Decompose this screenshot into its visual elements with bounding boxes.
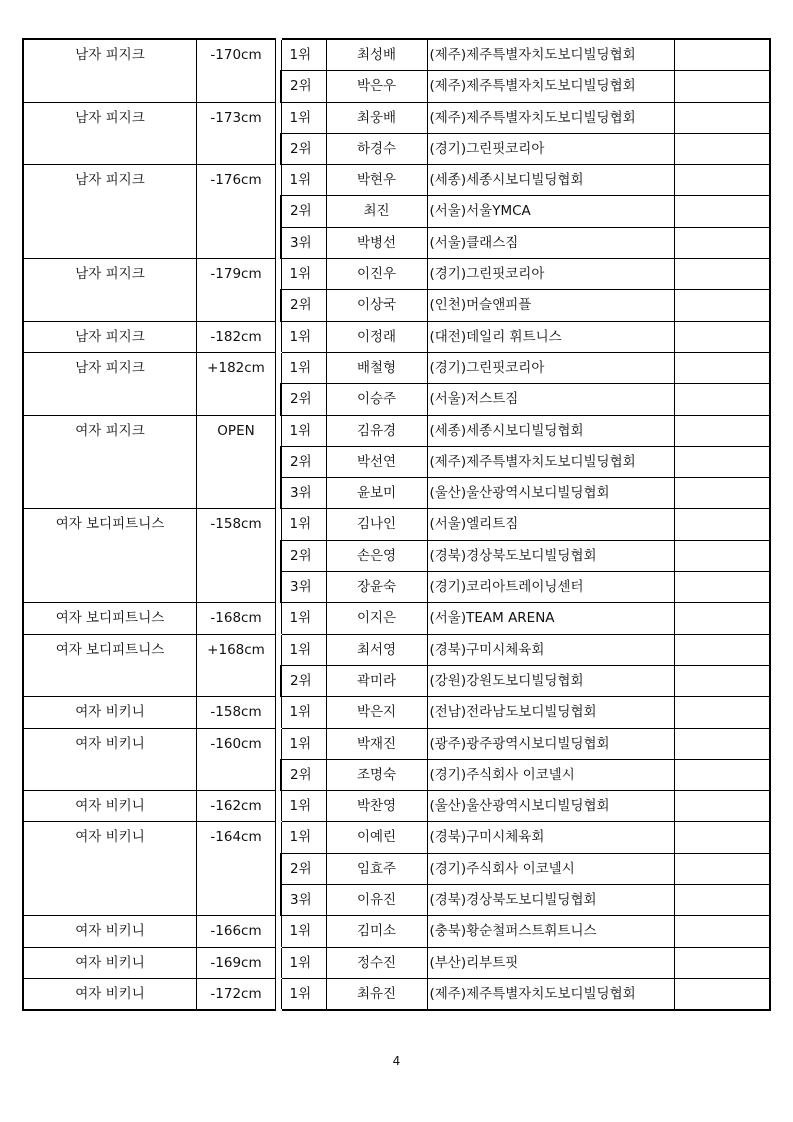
table-row xyxy=(23,947,770,978)
table-row xyxy=(23,352,770,383)
note-cell xyxy=(674,791,770,822)
note-cell xyxy=(674,39,770,71)
table-row xyxy=(23,39,770,71)
team-cell: (경기)주식회사 이코넬시 xyxy=(427,759,674,790)
name-cell: 하경수 xyxy=(326,133,427,164)
name-cell: 곽미라 xyxy=(326,665,427,696)
table-row xyxy=(23,728,770,759)
name-cell: 박선연 xyxy=(326,446,427,477)
rank-cell: 2위 xyxy=(281,446,326,477)
category-cell: 남자 피지크 xyxy=(23,321,197,352)
table-row xyxy=(23,321,770,352)
team-cell: (경북)경상북도보디빌딩협회 xyxy=(427,885,674,916)
name-cell: 장윤숙 xyxy=(326,572,427,603)
rank-cell: 1위 xyxy=(281,634,326,665)
team-cell: (경기)그린핏코리아 xyxy=(427,259,674,290)
note-cell xyxy=(674,822,770,853)
note-cell xyxy=(674,947,770,978)
rank-cell: 3위 xyxy=(281,227,326,258)
name-cell: 이정래 xyxy=(326,321,427,352)
rank-cell: 2위 xyxy=(281,540,326,571)
name-cell: 박병선 xyxy=(326,227,427,258)
table-row xyxy=(23,634,770,665)
name-cell: 최성배 xyxy=(326,39,427,71)
team-cell: (서울)클래스짐 xyxy=(427,227,674,258)
rank-cell: 1위 xyxy=(281,947,326,978)
rank-cell: 1위 xyxy=(281,697,326,728)
weight-class-cell: -172cm xyxy=(197,978,276,1010)
note-cell xyxy=(674,290,770,321)
rank-cell: 1위 xyxy=(281,509,326,540)
name-cell: 최유진 xyxy=(326,978,427,1010)
name-cell: 박은지 xyxy=(326,697,427,728)
rank-cell: 1위 xyxy=(281,165,326,196)
category-cell: 여자 보디피트니스 xyxy=(23,509,197,603)
name-cell: 최진 xyxy=(326,196,427,227)
rank-cell: 3위 xyxy=(281,572,326,603)
weight-class-cell: -164cm xyxy=(197,822,276,916)
category-cell: 여자 비키니 xyxy=(23,916,197,947)
name-cell: 김유경 xyxy=(326,415,427,446)
page-number: 4 xyxy=(392,1054,401,1068)
team-cell: (세종)세종시보디빌딩협회 xyxy=(427,165,674,196)
team-cell: (경북)경상북도보디빌딩협회 xyxy=(427,540,674,571)
note-cell xyxy=(674,259,770,290)
note-cell xyxy=(674,415,770,446)
rank-cell: 1위 xyxy=(281,791,326,822)
note-cell xyxy=(674,102,770,133)
rank-cell: 2위 xyxy=(281,853,326,884)
note-cell xyxy=(674,352,770,383)
category-cell: 여자 비키니 xyxy=(23,947,197,978)
note-cell xyxy=(674,603,770,634)
team-cell: (서울)TEAM ARENA xyxy=(427,603,674,634)
weight-class-cell: OPEN xyxy=(197,415,276,509)
note-cell xyxy=(674,978,770,1010)
rank-cell: 1위 xyxy=(281,259,326,290)
table-row xyxy=(23,791,770,822)
weight-class-cell: -176cm xyxy=(197,165,276,259)
rank-cell: 1위 xyxy=(281,102,326,133)
note-cell xyxy=(674,133,770,164)
category-cell: 여자 보디피트니스 xyxy=(23,603,197,634)
note-cell xyxy=(674,885,770,916)
team-cell: (울산)울산광역시보디빌딩협회 xyxy=(427,791,674,822)
team-cell: (서울)저스트짐 xyxy=(427,384,674,415)
name-cell: 이승주 xyxy=(326,384,427,415)
name-cell: 박재진 xyxy=(326,728,427,759)
weight-class-cell: -160cm xyxy=(197,728,276,791)
table-row xyxy=(23,259,770,290)
name-cell: 박찬영 xyxy=(326,791,427,822)
name-cell: 손은영 xyxy=(326,540,427,571)
team-cell: (경기)주식회사 이코넬시 xyxy=(427,853,674,884)
category-cell: 여자 비키니 xyxy=(23,697,197,728)
table-row xyxy=(23,165,770,196)
table-row xyxy=(23,102,770,133)
weight-class-cell: -182cm xyxy=(197,321,276,352)
note-cell xyxy=(674,196,770,227)
note-cell xyxy=(674,165,770,196)
team-cell: (광주)광주광역시보디빌딩협회 xyxy=(427,728,674,759)
team-cell: (경기)코리아트레이닝센터 xyxy=(427,572,674,603)
team-cell: (제주)제주특별자치도보디빌딩협회 xyxy=(427,39,674,71)
category-cell: 남자 피지크 xyxy=(23,259,197,322)
rank-cell: 1위 xyxy=(281,603,326,634)
note-cell xyxy=(674,509,770,540)
rank-cell: 1위 xyxy=(281,728,326,759)
category-cell: 여자 피지크 xyxy=(23,415,197,509)
rank-cell: 1위 xyxy=(281,352,326,383)
note-cell xyxy=(674,384,770,415)
rank-cell: 3위 xyxy=(281,885,326,916)
weight-class-cell: -166cm xyxy=(197,916,276,947)
weight-class-cell: -170cm xyxy=(197,39,276,102)
category-cell: 남자 피지크 xyxy=(23,102,197,165)
rank-cell: 3위 xyxy=(281,478,326,509)
category-cell: 남자 피지크 xyxy=(23,165,197,259)
rank-cell: 1위 xyxy=(281,916,326,947)
team-cell: (제주)제주특별자치도보디빌딩협회 xyxy=(427,102,674,133)
note-cell xyxy=(674,572,770,603)
name-cell: 김미소 xyxy=(326,916,427,947)
note-cell xyxy=(674,71,770,102)
rank-cell: 2위 xyxy=(281,196,326,227)
note-cell xyxy=(674,540,770,571)
name-cell: 윤보미 xyxy=(326,478,427,509)
team-cell: (제주)제주특별자치도보디빌딩협회 xyxy=(427,978,674,1010)
note-cell xyxy=(674,697,770,728)
rank-cell: 2위 xyxy=(281,665,326,696)
team-cell: (경기)그린핏코리아 xyxy=(427,133,674,164)
weight-class-cell: -162cm xyxy=(197,791,276,822)
team-cell: (경북)구미시체육회 xyxy=(427,634,674,665)
rank-cell: 1위 xyxy=(281,822,326,853)
team-cell: (전남)전라남도보디빌딩협회 xyxy=(427,697,674,728)
weight-class-cell: -158cm xyxy=(197,697,276,728)
weight-class-cell: -169cm xyxy=(197,947,276,978)
weight-class-cell: +182cm xyxy=(197,352,276,415)
name-cell: 최웅배 xyxy=(326,102,427,133)
table-row xyxy=(23,916,770,947)
table-row xyxy=(23,822,770,853)
team-cell: (부산)리부트핏 xyxy=(427,947,674,978)
category-cell: 남자 피지크 xyxy=(23,352,197,415)
category-cell: 여자 비키니 xyxy=(23,728,197,791)
note-cell xyxy=(674,446,770,477)
category-cell: 남자 피지크 xyxy=(23,39,197,102)
name-cell: 배철형 xyxy=(326,352,427,383)
table-row xyxy=(23,697,770,728)
name-cell: 조명숙 xyxy=(326,759,427,790)
category-cell: 여자 비키니 xyxy=(23,822,197,916)
team-cell: (인천)머슬앤피플 xyxy=(427,290,674,321)
note-cell xyxy=(674,478,770,509)
name-cell: 박현우 xyxy=(326,165,427,196)
category-cell: 여자 비키니 xyxy=(23,978,197,1010)
team-cell: (제주)제주특별자치도보디빌딩협회 xyxy=(427,71,674,102)
rank-cell: 2위 xyxy=(281,384,326,415)
rank-cell: 1위 xyxy=(281,415,326,446)
rank-cell: 2위 xyxy=(281,759,326,790)
team-cell: (세종)세종시보디빌딩협회 xyxy=(427,415,674,446)
note-cell xyxy=(674,665,770,696)
category-cell: 여자 보디피트니스 xyxy=(23,634,197,697)
note-cell xyxy=(674,634,770,665)
results-table-body xyxy=(23,39,770,1010)
name-cell: 이예린 xyxy=(326,822,427,853)
name-cell: 최서영 xyxy=(326,634,427,665)
results-table xyxy=(22,38,771,1011)
category-cell: 여자 비키니 xyxy=(23,791,197,822)
weight-class-cell: +168cm xyxy=(197,634,276,697)
note-cell xyxy=(674,227,770,258)
team-cell: (충북)황순철퍼스트휘트니스 xyxy=(427,916,674,947)
team-cell: (대전)데일리 휘트니스 xyxy=(427,321,674,352)
team-cell: (강원)강원도보디빌딩협회 xyxy=(427,665,674,696)
note-cell xyxy=(674,853,770,884)
rank-cell: 2위 xyxy=(281,290,326,321)
name-cell: 임효주 xyxy=(326,853,427,884)
rank-cell: 2위 xyxy=(281,133,326,164)
team-cell: (제주)제주특별자치도보디빌딩협회 xyxy=(427,446,674,477)
rank-cell: 1위 xyxy=(281,978,326,1010)
note-cell xyxy=(674,321,770,352)
team-cell: (울산)울산광역시보디빌딩협회 xyxy=(427,478,674,509)
team-cell: (경기)그린핏코리아 xyxy=(427,352,674,383)
rank-cell: 1위 xyxy=(281,321,326,352)
note-cell xyxy=(674,916,770,947)
rank-cell: 1위 xyxy=(281,39,326,71)
note-cell xyxy=(674,759,770,790)
table-row xyxy=(23,978,770,1010)
team-cell: (서울)엘리트짐 xyxy=(427,509,674,540)
name-cell: 이상국 xyxy=(326,290,427,321)
name-cell: 이진우 xyxy=(326,259,427,290)
name-cell: 김나인 xyxy=(326,509,427,540)
table-row xyxy=(23,509,770,540)
weight-class-cell: -168cm xyxy=(197,603,276,634)
table-row xyxy=(23,415,770,446)
weight-class-cell: -179cm xyxy=(197,259,276,322)
team-cell: (경북)구미시체육회 xyxy=(427,822,674,853)
name-cell: 박은우 xyxy=(326,71,427,102)
rank-cell: 2위 xyxy=(281,71,326,102)
table-row xyxy=(23,603,770,634)
weight-class-cell: -173cm xyxy=(197,102,276,165)
name-cell: 정수진 xyxy=(326,947,427,978)
name-cell: 이지은 xyxy=(326,603,427,634)
weight-class-cell: -158cm xyxy=(197,509,276,603)
note-cell xyxy=(674,728,770,759)
team-cell: (서울)서울YMCA xyxy=(427,196,674,227)
name-cell: 이유진 xyxy=(326,885,427,916)
